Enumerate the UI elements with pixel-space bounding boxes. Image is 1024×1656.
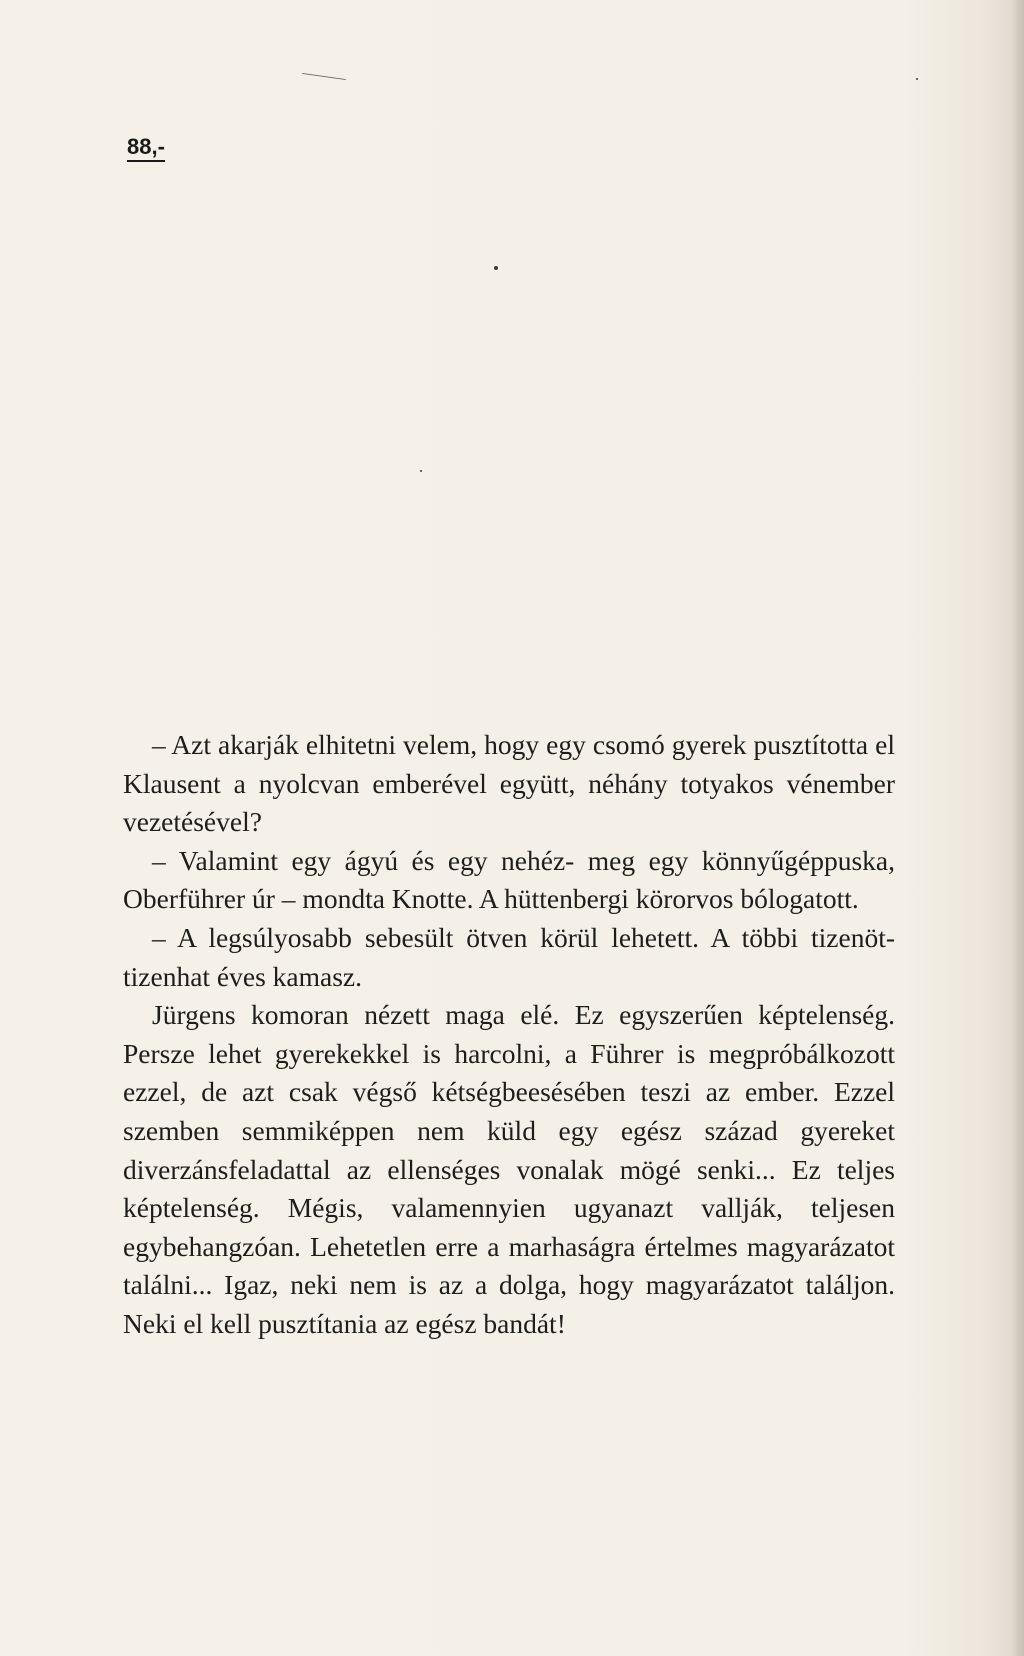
scan-speck <box>916 78 918 80</box>
body-text <box>123 726 895 1344</box>
scan-speck <box>494 266 498 270</box>
page-edge-shadow <box>1010 0 1024 1656</box>
scan-mark <box>302 73 346 80</box>
scan-speck <box>420 470 422 472</box>
price-label: 88,- <box>127 136 165 162</box>
paragraph: Jürgens komoran nézett maga elé. Ez egyszerűen képtelenség. Persze lehet gyerekekkel is harcolni, a Führer is megpróbálkozott ezzel, de azt csak végső kétségbeesésében teszi az ember. Ezzel szemben semmiképpen nem küld egy egész század gyereket diverzánsfeladattal az ellenséges vonalak mögé senki... Ez teljes képtelenség. Mégis, valamennyien ugyanazt vallják, teljesen egybehangzóan. Lehetetlen erre a marhaságra értelmes magyarázatot találni... Igaz, neki nem is az a dolga, hogy magyarázatot találjon. Neki el kell pusztítania az egész bandát! <box>123 999 895 1339</box>
paragraph: – Azt akarják elhitetni velem, hogy egy csomó gyerek pusztította el Klausent a nyolcvan emberével együtt, néhány totyakos vénember vezetésével? <box>123 729 895 838</box>
paragraph: – A legsúlyosabb sebesült ötven körül lehetett. A többi tizenöt-tizenhat éves kamasz. <box>123 921 895 992</box>
paragraph: – Valamint egy ágyú és egy nehéz- meg egy könnyűgéppuska, Oberführer úr – mondta Knotte. A hüttenbergi körorvos bólogatott. <box>123 844 895 915</box>
